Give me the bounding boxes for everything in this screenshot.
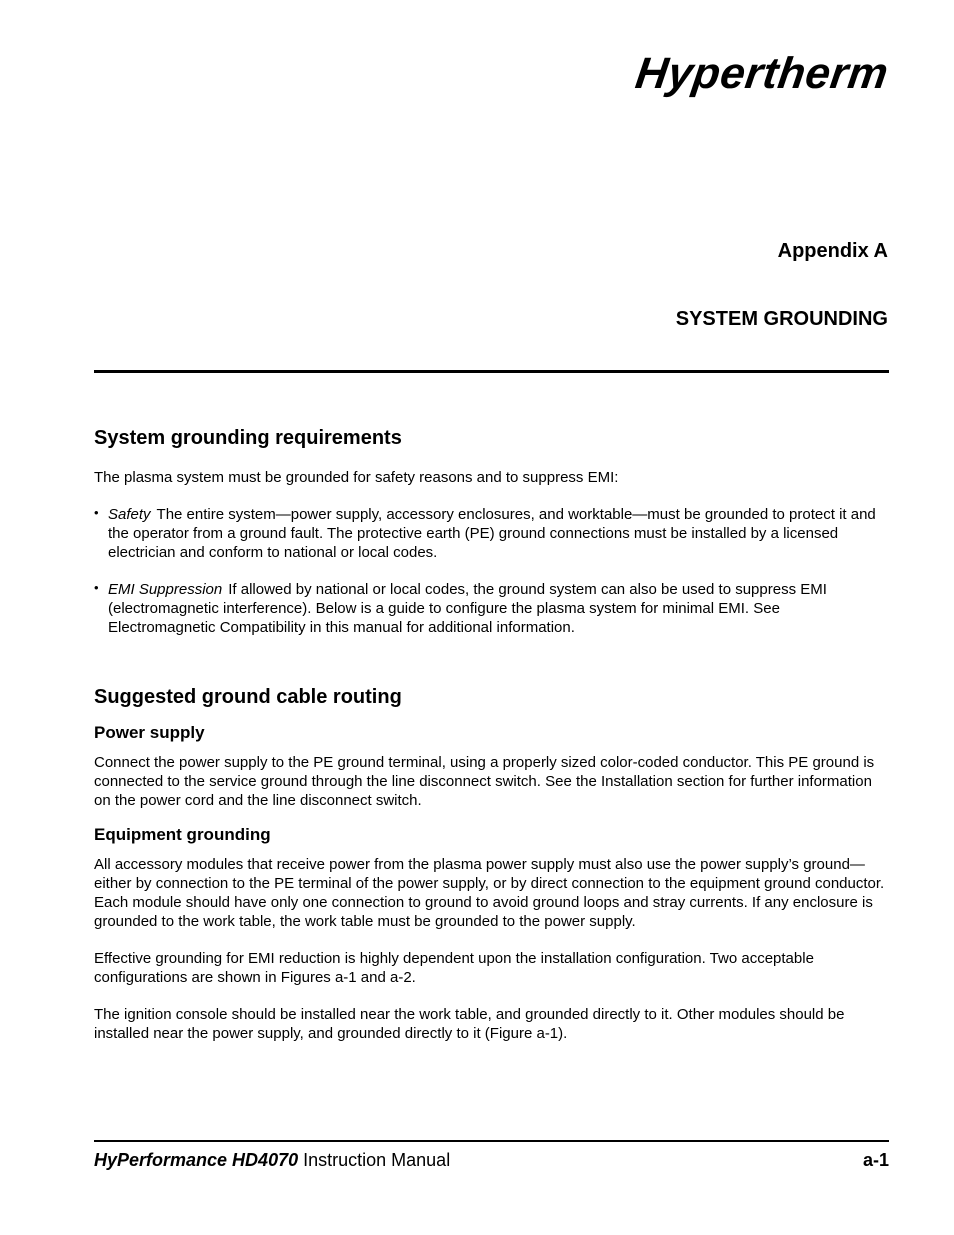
page-footer	[94, 1149, 889, 1171]
section-heading-requirements: System grounding requirements	[94, 427, 402, 449]
section-heading-routing: Suggested ground cable routing	[94, 686, 402, 708]
bullet-safety	[94, 505, 889, 562]
page-body	[94, 424, 889, 1043]
bullet-marker: •	[94, 580, 99, 595]
hypertherm-logo: Hypertherm	[632, 49, 892, 98]
appendix-label: Appendix A	[777, 240, 888, 262]
power-supply-text: Connect the power supply to the PE ground terminal, using a properly sized color-coded conductor. This PE ground is connected to the service ground through the line disconnect switch. See the Installation section for further information on the power cord and the line disconnect switch.	[94, 754, 875, 809]
subheading-power-supply: Power supply	[94, 723, 205, 742]
bullet-text: The entire system—power supply, accessory enclosures, and worktable—must be grounded to protect it and the operator from a ground fault. The protective earth (PE) ground connections must be installed by a licensed electrician and conform to national or local codes.	[108, 506, 876, 561]
footer-divider	[94, 1140, 889, 1142]
equipment-paragraph: Effective grounding for EMI reduction is highly dependent upon the installation configuration. Two acceptable configurations are shown in Figures a-1 and a-2.	[94, 950, 814, 986]
bullet-marker: •	[94, 505, 99, 520]
chapter-title: SYSTEM GROUNDING	[675, 308, 888, 330]
bullet-term: Safety	[108, 506, 151, 523]
equipment-paragraph: All accessory modules that receive power from the plasma power supply must also use the power supply’s ground—either by connection to the PE terminal of the power supply, or by direct connection to the equipment ground conductor. Each module should have only one connection to ground to avoid ground loops and stray currents. If any enclosure is grounded to the work table, the work table must be grounded to the power supply.	[94, 856, 885, 930]
bullet-emi-suppression	[94, 580, 889, 637]
footer-manual-label: Instruction Manual	[298, 1150, 451, 1170]
footer-product-name: HyPerformance HD4070	[94, 1150, 299, 1170]
bullet-term: EMI Suppression	[108, 581, 223, 598]
page-number: a-1	[862, 1150, 889, 1170]
subheading-equipment-grounding: Equipment grounding	[94, 825, 271, 844]
header-divider	[94, 370, 889, 373]
equipment-paragraph: The ignition console should be installed near the work table, and grounded directly to it. Other modules should be installed near the power supply, and grounded directly to it (Figure a-1).	[94, 1006, 845, 1042]
requirements-intro: The plasma system must be grounded for safety reasons and to suppress EMI:	[94, 469, 619, 486]
bullet-text: If allowed by national or local codes, the ground system can also be used to suppress EMI (electromagnetic interference). Below is a guide to configure the plasma system for minimal EMI. See Electromagnetic Compatibility in this manual for additional information.	[108, 581, 827, 636]
